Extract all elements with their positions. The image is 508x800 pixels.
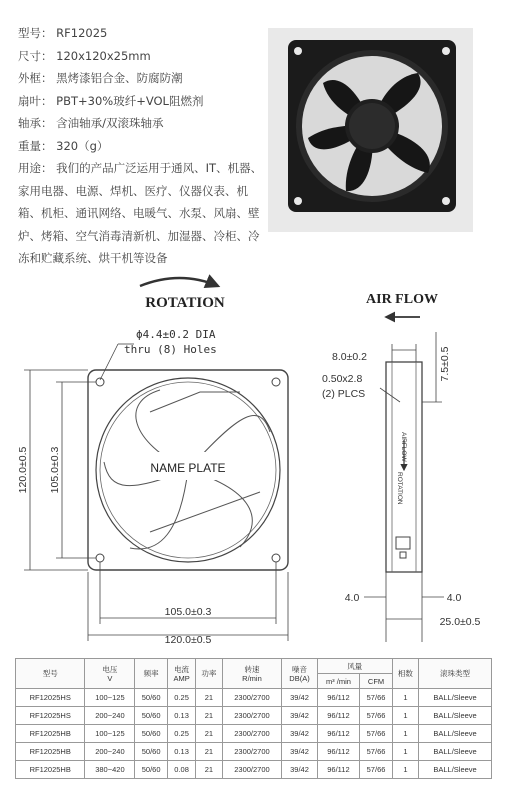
cell: 96/112 (317, 725, 360, 743)
th-current: 电流 AMP (167, 659, 195, 689)
fan-photo-image (268, 28, 473, 232)
cell: 380~420 (85, 761, 135, 779)
cell: 1 (392, 707, 418, 725)
th-airflow: 风量 (317, 659, 392, 674)
cell: RF12025HB (16, 743, 85, 761)
dim-lead-2: (2) PLCS (322, 388, 366, 400)
cell: 96/112 (317, 707, 360, 725)
hole-note-line-2: thru (8) Holes (124, 343, 217, 356)
hole-note-line-1: ϕ4.4±0.2 DIA (136, 328, 216, 341)
cell: 0.13 (167, 707, 195, 725)
cell: 0.25 (167, 689, 195, 707)
table-row (16, 707, 492, 725)
cell: 96/112 (317, 689, 360, 707)
technical-drawing (0, 262, 508, 657)
name-plate-label: NAME PLATE (150, 461, 226, 475)
cell: 50/60 (135, 725, 167, 743)
rotation-label: ROTATION (145, 295, 225, 311)
cell: 2300/2700 (222, 743, 282, 761)
side-rotation-label: ROTATION (396, 472, 403, 505)
cell: 57/66 (360, 689, 392, 707)
dim-height-outer: 120.0±0.5 (17, 446, 29, 494)
th-power: 功率 (196, 659, 222, 689)
th-phase: 相数 (392, 659, 418, 689)
table-row (16, 743, 492, 761)
cell: 21 (196, 689, 222, 707)
spec-weight: 重量： 320（g） (18, 138, 109, 153)
table-row (16, 689, 492, 707)
cell: 57/66 (360, 707, 392, 725)
cell: 39/42 (282, 761, 317, 779)
cell: 39/42 (282, 707, 317, 725)
cell: 57/66 (360, 761, 392, 779)
cell: 50/60 (135, 761, 167, 779)
spec-frame: 外框： 黑烤漆铝合金、防腐防潮 (18, 71, 183, 85)
spec-bearing: 轴承： 含油轴承/双滚珠轴承 (18, 116, 164, 130)
cell: BALL/Sleeve (419, 761, 492, 779)
th-noise: 噪音 DB(A) (282, 659, 317, 689)
cell: 21 (196, 707, 222, 725)
cell: 50/60 (135, 707, 167, 725)
dim-side-left-bottom: 4.0 (344, 592, 360, 604)
cell: 200~240 (85, 743, 135, 761)
cell: 2300/2700 (222, 761, 282, 779)
cell: BALL/Sleeve (419, 689, 492, 707)
cell: 2300/2700 (222, 725, 282, 743)
cell: 0.13 (167, 743, 195, 761)
dim-lead-1: 0.50x2.8 (322, 373, 363, 385)
dim-depth: 25.0±0.5 (439, 616, 481, 628)
cell: 96/112 (317, 761, 360, 779)
cell: 57/66 (360, 743, 392, 761)
cell: 1 (392, 743, 418, 761)
cell: 200~240 (85, 707, 135, 725)
cell: 2300/2700 (222, 707, 282, 725)
th-airflow-cfm: CFM (360, 674, 392, 689)
rotation-arrow-icon (140, 278, 218, 286)
cell: 57/66 (360, 725, 392, 743)
cell: 1 (392, 689, 418, 707)
spec-usage: 用途： 我们的产品广泛运用于通风、IT、机器、家用电器、电源、焊机、医疗、仪器仪表、机箱、机柜、通讯网络、电暖气、水泵、风扇、壁炉、烤箱、空气消毒清新机、加湿器、冷柜、冷冻和贮藏系统、烘干机等设备 (18, 161, 263, 265)
airflow-label: AIR FLOW (366, 292, 438, 307)
cell: 1 (392, 725, 418, 743)
cell: BALL/Sleeve (419, 743, 492, 761)
cell: 21 (196, 725, 222, 743)
th-voltage: 电压 V (85, 659, 135, 689)
th-model: 型号 (16, 659, 85, 689)
th-airflow-m3: m³ /min (317, 674, 360, 689)
dim-side-right-bottom: 4.0 (446, 592, 462, 604)
table-row (16, 725, 492, 743)
cell: RF12025HB (16, 725, 85, 743)
cell: 50/60 (135, 689, 167, 707)
cell: 39/42 (282, 725, 317, 743)
dim-side-top: 8.0±0.2 (332, 351, 367, 363)
cell: 96/112 (317, 743, 360, 761)
cell: 39/42 (282, 689, 317, 707)
cell: 100~125 (85, 725, 135, 743)
dim-width-inner: 105.0±0.3 (164, 606, 212, 618)
spec-blade: 扇叶： PBT+30%玻纤+VOL阻燃剂 (18, 93, 204, 108)
fan-front-view (88, 370, 288, 570)
table-row (16, 761, 492, 779)
cell: 39/42 (282, 743, 317, 761)
dim-height-inner: 105.0±0.3 (49, 446, 61, 494)
cell: 0.08 (167, 761, 195, 779)
cell: 100~125 (85, 689, 135, 707)
th-speed: 转速 R/min (222, 659, 282, 689)
cell: 2300/2700 (222, 689, 282, 707)
th-bearing: 滚珠类型 (419, 659, 492, 689)
dim-width-outer: 120.0±0.5 (164, 634, 212, 646)
side-airflow-label: AIRFLOW (400, 432, 407, 462)
cell: 0.25 (167, 725, 195, 743)
cell: 21 (196, 761, 222, 779)
dim-side-right: 7.5±0.5 (439, 346, 451, 382)
cell: 1 (392, 761, 418, 779)
cell: BALL/Sleeve (419, 725, 492, 743)
cell: BALL/Sleeve (419, 707, 492, 725)
spec-model: 型号： RF12025 (18, 26, 108, 40)
cell: 21 (196, 743, 222, 761)
cell: 50/60 (135, 743, 167, 761)
spec-size: 尺寸： 120x120x25mm (18, 48, 151, 63)
cell: RF12025HS (16, 689, 85, 707)
th-frequency: 频率 (135, 659, 167, 689)
cell: RF12025HB (16, 761, 85, 779)
spec-table (15, 658, 492, 779)
fan-side-view (386, 362, 422, 572)
spec-list (18, 22, 268, 270)
fan-photo (268, 28, 473, 232)
cell: RF12025HS (16, 707, 85, 725)
